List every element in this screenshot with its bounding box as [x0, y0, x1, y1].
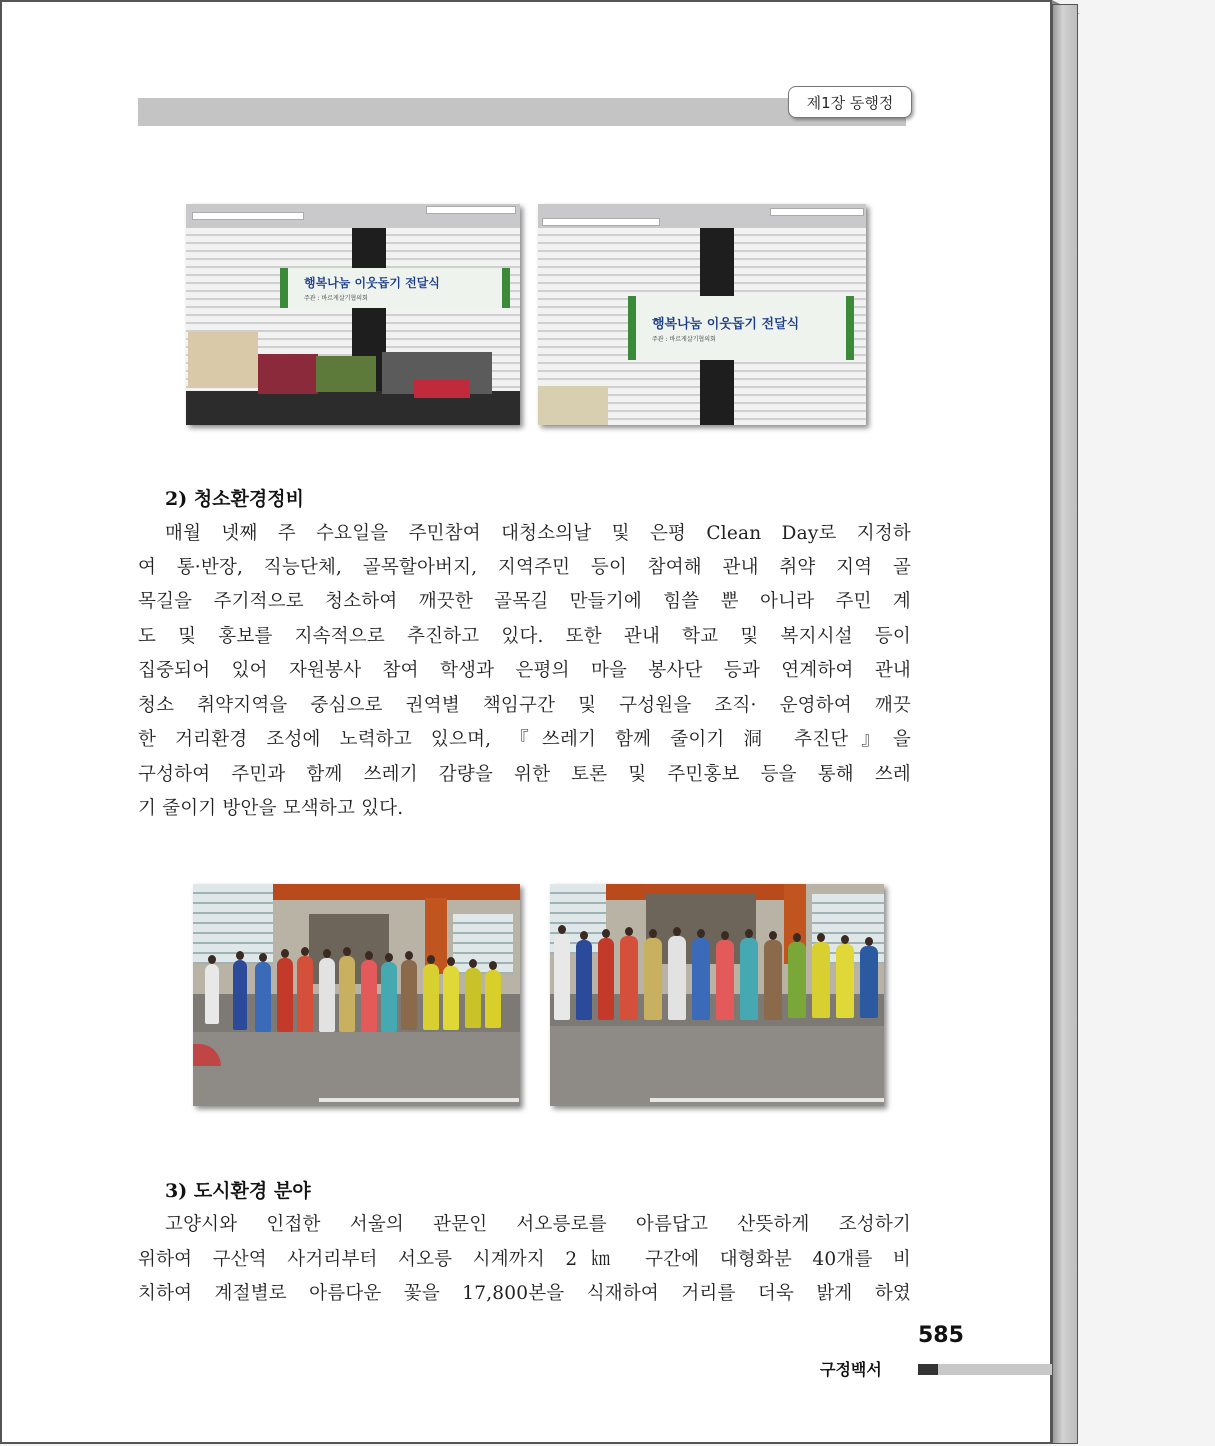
photo-donation-ceremony-2	[538, 204, 866, 425]
section-heading-urban: 3) 도시환경 분야	[165, 1180, 311, 1202]
footer-bar	[938, 1364, 1052, 1375]
page-number: 585	[918, 1323, 964, 1348]
photo-cleanup-volunteers-2	[550, 884, 884, 1106]
banner-title: 행복나눔 이웃돕기 전달식	[652, 317, 800, 332]
paragraph-line: 매월 넷째 주 수요일을 주민참여 대청소의날 및 은평 Clean Day로 지정하	[165, 523, 911, 544]
paragraph-line: 고양시와 인접한 서울의 관문인 서오릉로를 아름답고 산뜻하게 조성하기	[165, 1214, 911, 1235]
photo-donation-ceremony-1	[186, 204, 520, 425]
book-title: 구정백서	[820, 1360, 882, 1379]
paragraph-line: 한 거리환경 조성에 노력하고 있으며, 『쓰레기 함께 줄이기 洞 추진단』을	[138, 729, 911, 750]
chapter-tab: 제1장 동행정	[788, 86, 912, 118]
section-heading-cleaning: 2) 청소환경정비	[165, 488, 304, 510]
paragraph-line: 도 및 홍보를 지속적으로 추진하고 있다. 또한 관내 학교 및 복지시설 등이	[138, 626, 911, 647]
footer-marker	[918, 1364, 938, 1375]
paragraph-line: 청소 취약지역을 중심으로 권역별 책임구간 및 구성원을 조직· 운영하여 깨끗	[138, 695, 911, 716]
paragraph-line: 여 통·반장, 직능단체, 골목할아버지, 지역주민 등이 참여해 관내 취약 지역 골	[138, 557, 911, 578]
banner-title: 행복나눔 이웃돕기 전달식	[304, 276, 440, 290]
paragraph-line: 집중되어 있어 자원봉사 참여 학생과 은평의 마을 봉사단 등과 연계하여 관내	[138, 660, 911, 681]
paragraph-line: 기 줄이기 방안을 모색하고 있다.	[138, 798, 404, 819]
paragraph-line: 치하여 계절별로 아름다운 꽃을 17,800본을 식재하여 거리를 더욱 밝게 하였	[138, 1283, 911, 1304]
banner-subtitle: 주관 : 바르게살기협의회	[652, 336, 716, 343]
banner-subtitle: 주관 : 바르게살기협의회	[304, 295, 368, 302]
paragraph-line: 위하여 구산역 사거리부터 서오릉 시계까지 2㎞ 구간에 대형화분 40개를 비	[138, 1249, 911, 1270]
paragraph-line: 구성하여 주민과 함께 쓰레기 감량을 위한 토론 및 주민홍보 등을 통해 쓰레	[138, 764, 911, 785]
photo-cleanup-volunteers-1	[193, 884, 520, 1106]
page-stack-edge	[1052, 4, 1078, 1444]
paragraph-line: 목길을 주기적으로 청소하여 깨끗한 골목길 만들기에 힘쓸 뿐 아니라 주민 계	[138, 591, 911, 612]
